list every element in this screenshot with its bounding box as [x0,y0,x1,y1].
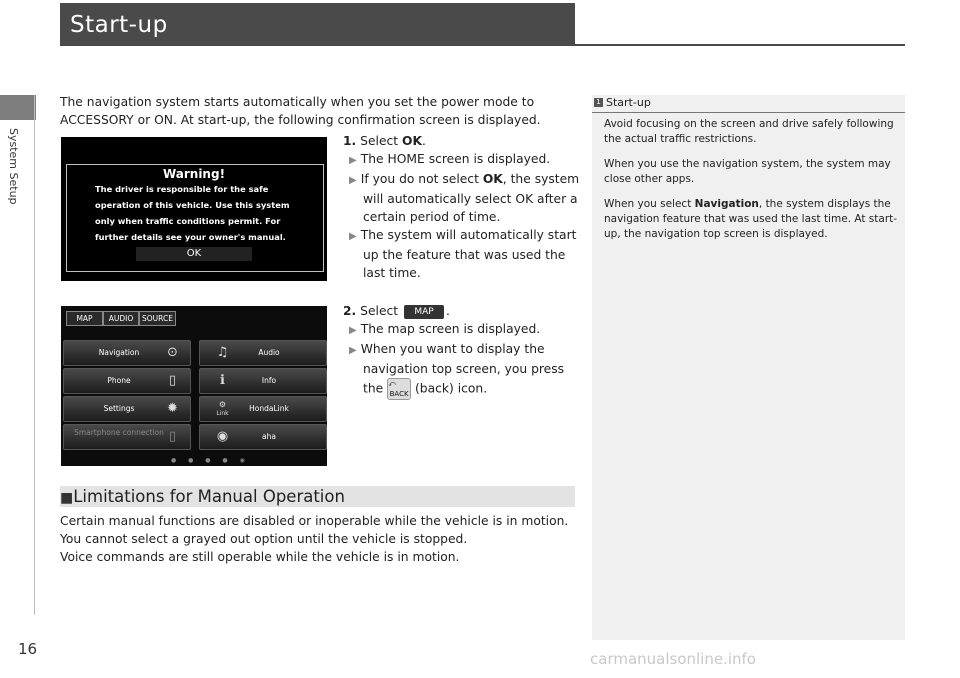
result-arrow-icon: ▶ [349,345,357,356]
music-note-icon: ♫ [216,345,229,360]
phone-icon: ▯ [168,373,177,388]
title-rule [575,44,905,46]
map-button-icon: MAP [404,305,444,319]
result-arrow-icon: ▶ [349,175,357,186]
settings-button[interactable]: Settings ✹ [63,396,191,422]
section-label: System Setup [7,128,20,205]
step-2: 2. Select MAP . ▶ The map screen is displayed. ▶ When you want to display the navigation top screen, you press the ⤺ BACK (back) icon. [343,304,565,398]
hondalink-icon: ⚙ Link [216,400,229,417]
note-text: Avoid focusing on the screen and drive safely following the actual traffic restrictions. When you use the navigation system, the system may close other apps. When you select Navigation, the system displays the navigation feature that was used the last time. At start-up, the navigation top screen is displayed. [604,118,898,240]
info-button[interactable]: ℹ Info [199,368,327,394]
hondalink-button[interactable]: ⚙ Link HondaLink [199,396,327,422]
navigation-button[interactable]: Navigation ⊙ [63,340,191,366]
home-screen [61,306,327,466]
step-1: 1. Select OK. ▶ The HOME screen is displayed. ▶ If you do not select OK, the system will automatically select OK after a certain period of time. ▶ The system will automatically start up the feature that was used the last time. [343,134,580,280]
smartphone-icon: ▯ [168,429,177,444]
limitations-heading: ■Limitations for Manual Operation [60,487,345,506]
ok-keyword: OK [402,134,422,148]
watermark: carmanualsonline.info [590,650,756,668]
warning-screen [61,137,327,281]
warning-title: Warning! [162,167,226,181]
tab-audio[interactable]: AUDIO [103,311,139,326]
ok-button[interactable]: OK [136,247,252,261]
phone-button[interactable]: Phone ▯ [63,368,191,394]
result-arrow-icon: ▶ [349,231,357,242]
smartphone-connection-button: Smartphone connection ▯ [63,424,191,450]
result-arrow-icon: ▶ [349,155,357,166]
intro-paragraph: The navigation system starts automatically when you set the power mode to ACCESSORY or ON. At start-up, the following confirmation screen is displayed. [60,95,541,127]
tab-source[interactable]: SOURCE [139,311,176,326]
info-icon: ℹ [220,373,225,388]
side-divider [34,95,35,615]
step-number: 1. [343,134,357,148]
result-arrow-icon: ▶ [349,325,357,336]
page-title: Start-up [70,12,168,38]
back-icon: ⤺ BACK [387,378,411,400]
limitations-text: Certain manual functions are disabled or inoperable while the vehicle is in motion. You cannot select a grayed out option until the vehicle is stopped. Voice commands are still operable while the vehicle is in motion. [60,514,569,564]
page-number: 16 [18,640,38,658]
tab-map[interactable]: MAP [66,311,103,326]
warning-text: The driver is responsible for the safe operation of this vehicle. Use this system only when traffic conditions permit. For further details see your owner's manual. [95,184,290,242]
page-indicator: ● ● ● ● ◉ [171,457,250,464]
step-number: 2. [343,304,357,318]
section-marker-icon: ■ [60,490,74,506]
section-tab [0,95,36,120]
audio-button[interactable]: ♫ Audio [199,340,327,366]
navigation-icon: ⊙ [167,345,178,360]
gear-icon: ✹ [167,401,178,416]
aha-icon: ◉ [216,429,229,444]
aha-button[interactable]: ◉ aha [199,424,327,450]
note-marker-icon: 1 [594,98,603,107]
